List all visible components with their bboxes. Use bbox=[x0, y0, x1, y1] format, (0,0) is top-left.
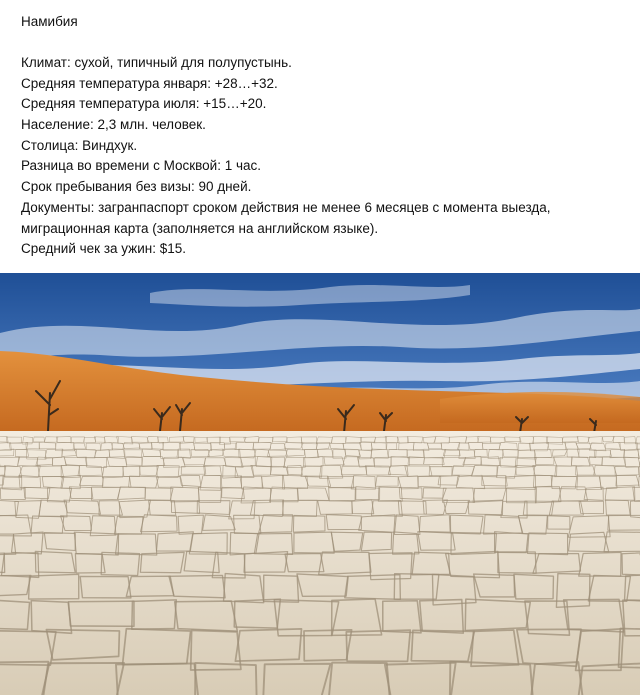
fact-capital: Столица: Виндхук. bbox=[21, 137, 138, 153]
fact-january-temperature: Средняя температура января: +28…+32. bbox=[21, 75, 278, 91]
fact-visa-free-stay: Срок пребывания без визы: 90 дней. bbox=[21, 179, 252, 195]
fact-documents: Документы: загранпаспорт сроком действия не менее 6 месяцев с момента выезда, bbox=[21, 199, 551, 215]
fact-population: Население: 2,3 млн. человек. bbox=[21, 117, 206, 133]
fact-july-temperature: Средняя температура июля: +15…+20. bbox=[21, 96, 267, 112]
fact-dinner-cost: Средний чек за ужин: $15. bbox=[21, 241, 186, 257]
far-dune bbox=[440, 392, 640, 423]
page-title: Намибия bbox=[21, 14, 78, 29]
desert-photo bbox=[0, 273, 640, 695]
article-text bbox=[21, 12, 621, 260]
facts-list bbox=[21, 53, 621, 260]
fact-documents-continued: миграционная карта (заполняется на английском языке). bbox=[21, 220, 379, 236]
fact-time-difference: Разница во времени с Москвой: 1 час. bbox=[21, 158, 262, 174]
fact-climate: Климат: сухой, типичный для полупустынь. bbox=[21, 55, 292, 70]
desert-landscape-image bbox=[0, 273, 640, 695]
